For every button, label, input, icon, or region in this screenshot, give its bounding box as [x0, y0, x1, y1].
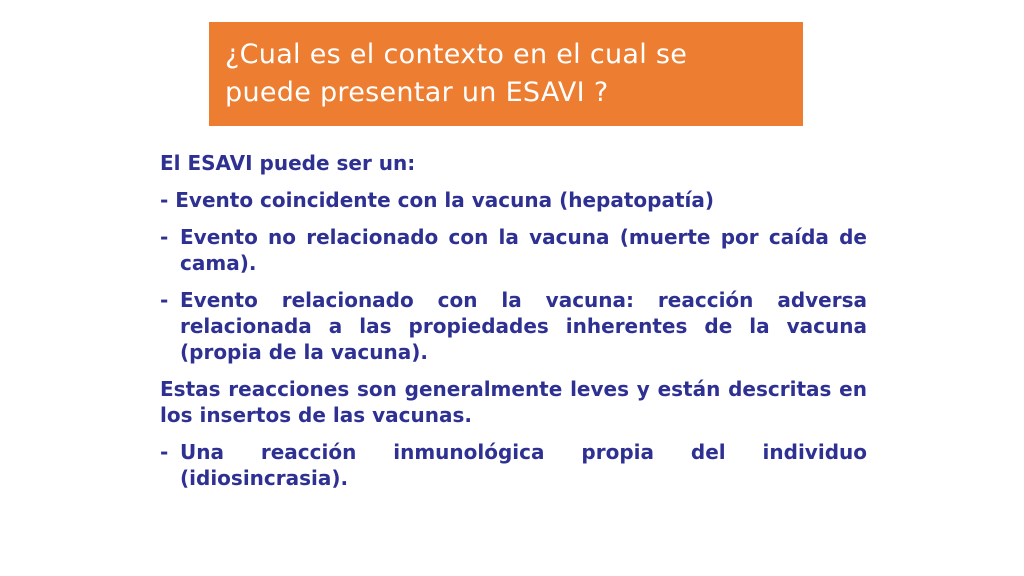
list-item-text: Una reacción inmunológica propia del individuo (idiosincrasia).	[180, 440, 867, 490]
note-text: Estas reacciones son generalmente leves y están descritas en los insertos de las vacunas.	[160, 377, 867, 427]
slide-body	[160, 150, 867, 502]
slide-title	[225, 36, 791, 112]
list-item-immunologic-reaction	[160, 439, 867, 491]
list-dash: -	[160, 440, 169, 464]
list-dash: -	[160, 225, 169, 249]
slide-title-line-1: ¿Cual es el contexto en el cual se	[225, 39, 688, 70]
list-item-related-event	[160, 287, 867, 365]
list-item-unrelated-event	[160, 224, 867, 276]
list-item-coincident-event: - Evento coincidente con la vacuna (hepatopatía)	[160, 188, 714, 212]
slide-title-line-2: puede presentar un ESAVI ?	[225, 77, 609, 108]
intro-text: El ESAVI puede ser un:	[160, 151, 416, 175]
list-dash: -	[160, 288, 169, 312]
list-item-text: Evento relacionado con la vacuna: reacción adversa relacionada a las propiedades inherentes de la vacuna (propia de la vacuna).	[180, 288, 867, 364]
list-item-text: Evento no relacionado con la vacuna (muerte por caída de cama).	[180, 225, 867, 275]
title-box	[209, 22, 803, 126]
